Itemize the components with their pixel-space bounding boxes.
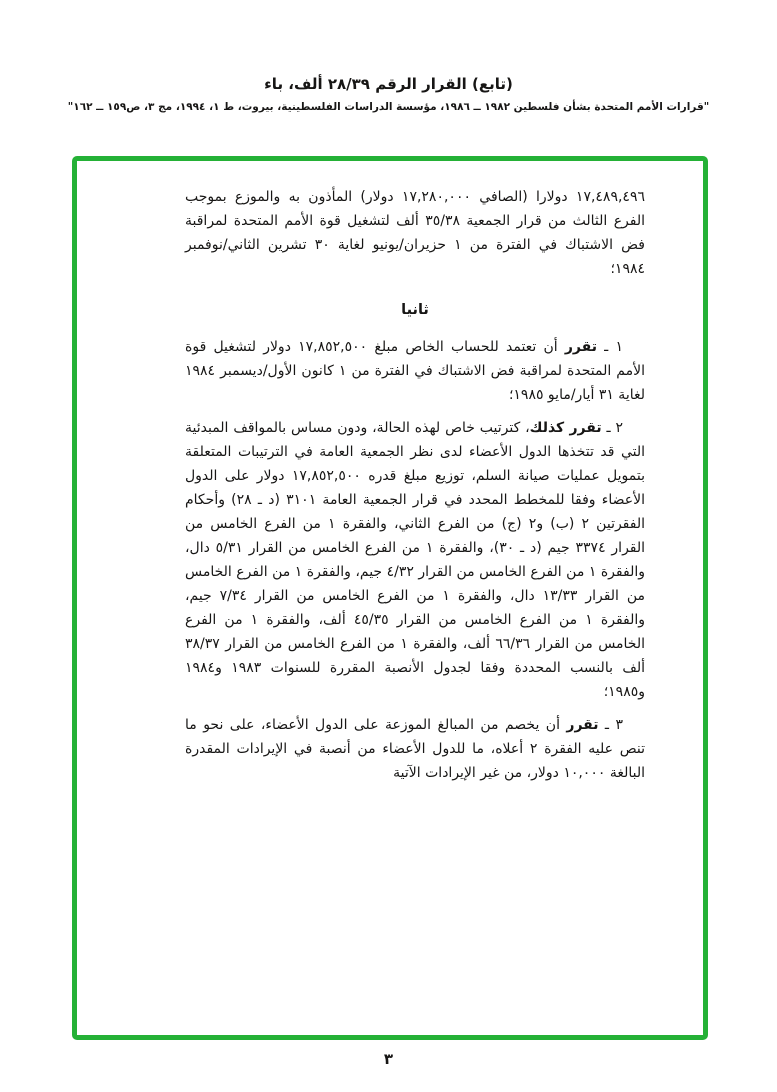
green-highlight-frame xyxy=(72,156,708,1040)
operative-paragraph-3 xyxy=(185,713,645,785)
paragraph-number: ٢ ـ xyxy=(601,420,623,436)
paragraph-number: ٣ ـ xyxy=(598,717,623,733)
operative-paragraph-2 xyxy=(185,416,645,704)
continuation-paragraph: ١٧,٤٨٩,٤٩٦ دولارا (الصافي ١٧,٢٨٠,٠٠٠ دولار) المأذون به والموزع بموجب الفرع الثالث من قرار الجمعية ٣٥/٣٨ ألف لتشغيل قوة الأمم المتحدة لمراقبة فض الاشتباك في الفترة من ١ حزيران/يونيو لغاية ٣٠ تشرين الثاني/نوفمبر ١٩٨٤؛ xyxy=(185,189,646,277)
decision-keyword: تقرر كذلك xyxy=(529,420,602,436)
page-header xyxy=(0,75,777,113)
document-title: (تابع) القرار الرقم ٢٨/٣٩ ألف، باء xyxy=(264,75,513,93)
paragraph-text: ، كترتيب خاص لهذه الحالة، ودون مساس بالمواقف المبدئية التي قد تتخذها الدول الأعضاء لدى نظر الجمعية العامة في الترتيبات المتعلقة بتمويل عمليات صيانة السلم، توزيع مبلغ قدره ١٧,٨٥٢,٥٠٠ دولار على الدول الأعضاء وفقا للمخطط المحدد في قرار الجمعية العامة ٣١٠١ (د ـ ٢٨) وأحكام الفقرتين ٢ (ب) و٢ (ج) من الفرع الثاني، والفقرة ١ من الفرع الخامس من القرار ٣٣٧٤ جيم (د ـ ٣٠)، والفقرة ١ من الفرع الخامس من القرار ٥/٣١ دال، والفقرة ١ من الفرع الخامس من القرار ٤/٣٢ جيم، والفقرة ١ من الفرع الخامس من القرار ١٣/٣٣ دال، والفقرة ١ من الفرع الخامس من القرار ٧/٣٤ جيم، والفقرة ١ من الفرع الخامس من القرار ٤٥/٣٥ ألف، والفقرة ١ من الفرع الخامس من القرار ٦٦/٣٦ ألف، والفقرة ١ من الفرع الخامس من القرار ٣٨/٣٧ ألف بالنسب المحددة وفقا لجدول الأنصبة المقررة للسنوات ١٩٨٣ و١٩٨٤ و١٩٨٥؛ xyxy=(185,420,646,700)
decision-keyword: تقرر xyxy=(566,717,599,733)
decision-keyword: تقرر xyxy=(564,339,597,355)
source-citation: "قرارات الأمم المتحدة بشأن فلسطين ١٩٨٢ ــ ١٩٨٦، مؤسسة الدراسات الفلسطينية، بيروت، ط ١، ١٩٩٤، مج ٣، ص١٥٩ ــ ١٦٢" xyxy=(67,101,710,113)
resolution-body xyxy=(185,185,645,794)
paragraph-number: ١ ـ xyxy=(596,339,623,355)
paragraph-text: أن تعتمد للحساب الخاص مبلغ ١٧,٨٥٢,٥٠٠ دولار لتشغيل قوة الأمم المتحدة لمراقبة فض الاشتباك في الفترة من ١ كانون الأول/ديسمبر ١٩٨٤ لغاية ٣١ أيار/مايو ١٩٨٥؛ xyxy=(185,339,645,403)
paragraph-text: أن يخصم من المبالغ الموزعة على الدول الأعضاء، على نحو ما تنص عليه الفقرة ٢ أعلاه، ما للدول الأعضاء من أنصبة في الإيرادات المقدرة البالغة ١٠,٠٠٠ دولار، من غير الإيرادات الآتية xyxy=(185,717,645,781)
page-number: ٣ xyxy=(383,1050,394,1068)
operative-paragraph-1 xyxy=(185,335,645,407)
section-heading: ثانيا xyxy=(401,302,429,318)
